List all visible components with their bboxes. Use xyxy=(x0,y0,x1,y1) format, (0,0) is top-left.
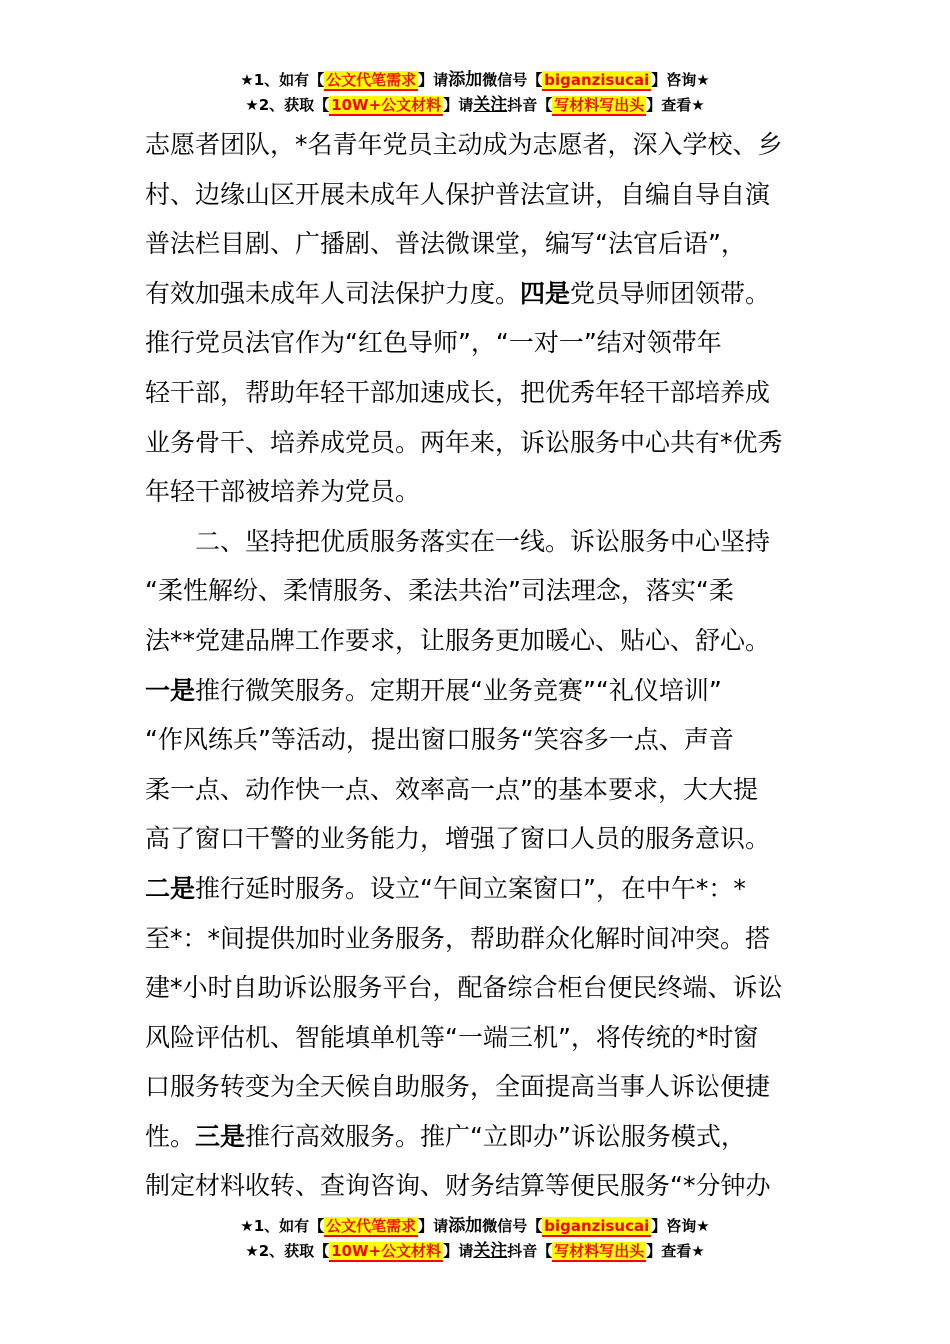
footer-banner xyxy=(0,1214,950,1264)
banner-emphasis: 关注 xyxy=(473,95,508,115)
banner-line-2 xyxy=(0,93,950,118)
banner-highlight: 10W+公文材料 xyxy=(331,1242,442,1260)
body-text: 有效加强未成年人司法保护力度。 xyxy=(145,278,521,308)
banner-text: 微信号【 xyxy=(482,1217,543,1235)
banner-text: ★2、获取【 xyxy=(245,1242,330,1260)
body-line: 业务骨干、培养成党员。两年来，诉讼服务中心共有*优秀 xyxy=(145,427,783,457)
banner-emphasis: 添加 xyxy=(448,1216,483,1236)
banner-emphasis: 关注 xyxy=(473,1241,508,1261)
body-line: 普法栏目剧、广播剧、普法微课堂，编写“法官后语”， xyxy=(145,229,746,259)
body-line: 村、边缘山区开展未成年人保护普法宣讲，自编自导自演 xyxy=(145,179,771,209)
banner-wechat-id: biganzisucai xyxy=(544,71,650,89)
body-text: 性。 xyxy=(145,1121,196,1151)
banner-line-1 xyxy=(0,1214,950,1239)
banner-text: ★1、如有【 xyxy=(240,71,325,89)
body-text: 推行高效服务。推广“立即办”诉讼服务模式， xyxy=(245,1121,746,1151)
body-line: 口服务转变为全天候自助服务，全面提高当事人诉讼便捷 xyxy=(145,1072,771,1102)
body-line: 至*：*间提供加时业务服务，帮助群众化解时间冲突。搭 xyxy=(145,923,771,953)
header-banner xyxy=(0,68,950,118)
body-line: 年轻干部被培养为党员。 xyxy=(145,477,421,507)
point-marker: 二是 xyxy=(145,873,196,903)
body-line: “柔性解纷、柔情服务、柔法共治”司法理念，落实“柔 xyxy=(145,576,734,606)
body-line: 推行党员法官作为“红色导师”，“一对一”结对领带年 xyxy=(145,328,722,358)
banner-emphasis: 添加 xyxy=(448,70,483,90)
banner-text: 】咨询★ xyxy=(651,1217,710,1235)
banner-text: ★2、获取【 xyxy=(245,96,330,114)
banner-text: 】咨询★ xyxy=(651,71,710,89)
body-line xyxy=(145,269,805,319)
body-line: 制定材料收转、查询咨询、财务结算等便民服务“*分钟办 xyxy=(145,1171,771,1201)
point-marker: 一是 xyxy=(145,675,196,705)
body-line: 法**党建品牌工作要求，让服务更加暖心、贴心、舒心。 xyxy=(145,625,771,655)
banner-highlight: 公文代笔需求 xyxy=(326,1217,417,1235)
banner-text: 】请 xyxy=(418,71,449,89)
body-line: 风险评估机、智能填单机等“一端三机”，将传统的*时窗 xyxy=(145,1022,759,1052)
banner-douyin-id: 写材料写出头 xyxy=(554,96,645,114)
banner-highlight: 10W+公文材料 xyxy=(331,96,442,114)
body-line: 轻干部，帮助年轻干部加速成长，把优秀年轻干部培养成 xyxy=(145,377,771,407)
banner-text: 抖音【 xyxy=(507,1242,553,1260)
banner-text: 微信号【 xyxy=(482,71,543,89)
body-line xyxy=(145,1112,805,1162)
banner-text: 】查看★ xyxy=(646,96,705,114)
body-line: “作风练兵”等活动，提出窗口服务“笑容多一点、声音 xyxy=(145,725,734,755)
banner-line-2 xyxy=(0,1239,950,1264)
banner-text: 】请 xyxy=(418,1217,449,1235)
body-text: 党员导师团领带。 xyxy=(570,278,771,308)
body-text: 推行微笑服务。定期开展“业务竞赛”“礼仪培训” xyxy=(195,675,722,705)
point-marker: 四是 xyxy=(520,278,571,308)
banner-wechat-id: biganzisucai xyxy=(544,1217,650,1235)
point-marker: 三是 xyxy=(195,1121,246,1151)
body-line xyxy=(145,666,805,716)
body-line: 志愿者团队，*名青年党员主动成为志愿者，深入学校、乡 xyxy=(145,130,783,159)
body-line xyxy=(145,864,805,914)
body-line: 柔一点、动作快一点、效率高一点”的基本要求，大大提 xyxy=(145,774,758,804)
banner-text: ★1、如有【 xyxy=(240,1217,325,1235)
document-body xyxy=(145,120,805,1211)
banner-douyin-id: 写材料写出头 xyxy=(554,1242,645,1260)
section-heading-line: 二、坚持把优质服务落实在一线。诉讼服务中心坚持 xyxy=(145,526,771,556)
banner-text: 抖音【 xyxy=(507,96,553,114)
body-text: 推行延时服务。设立“午间立案窗口”，在中午*：* xyxy=(195,873,746,903)
body-line: 建*小时自助诉讼服务平台，配备综合柜台便民终端、诉讼 xyxy=(145,973,783,1003)
banner-line-1 xyxy=(0,68,950,93)
banner-text: 】请 xyxy=(443,1242,474,1260)
banner-highlight: 公文代笔需求 xyxy=(326,71,417,89)
banner-text: 】请 xyxy=(443,96,474,114)
banner-text: 】查看★ xyxy=(646,1242,705,1260)
body-line: 高了窗口干警的业务能力，增强了窗口人员的服务意识。 xyxy=(145,824,771,854)
